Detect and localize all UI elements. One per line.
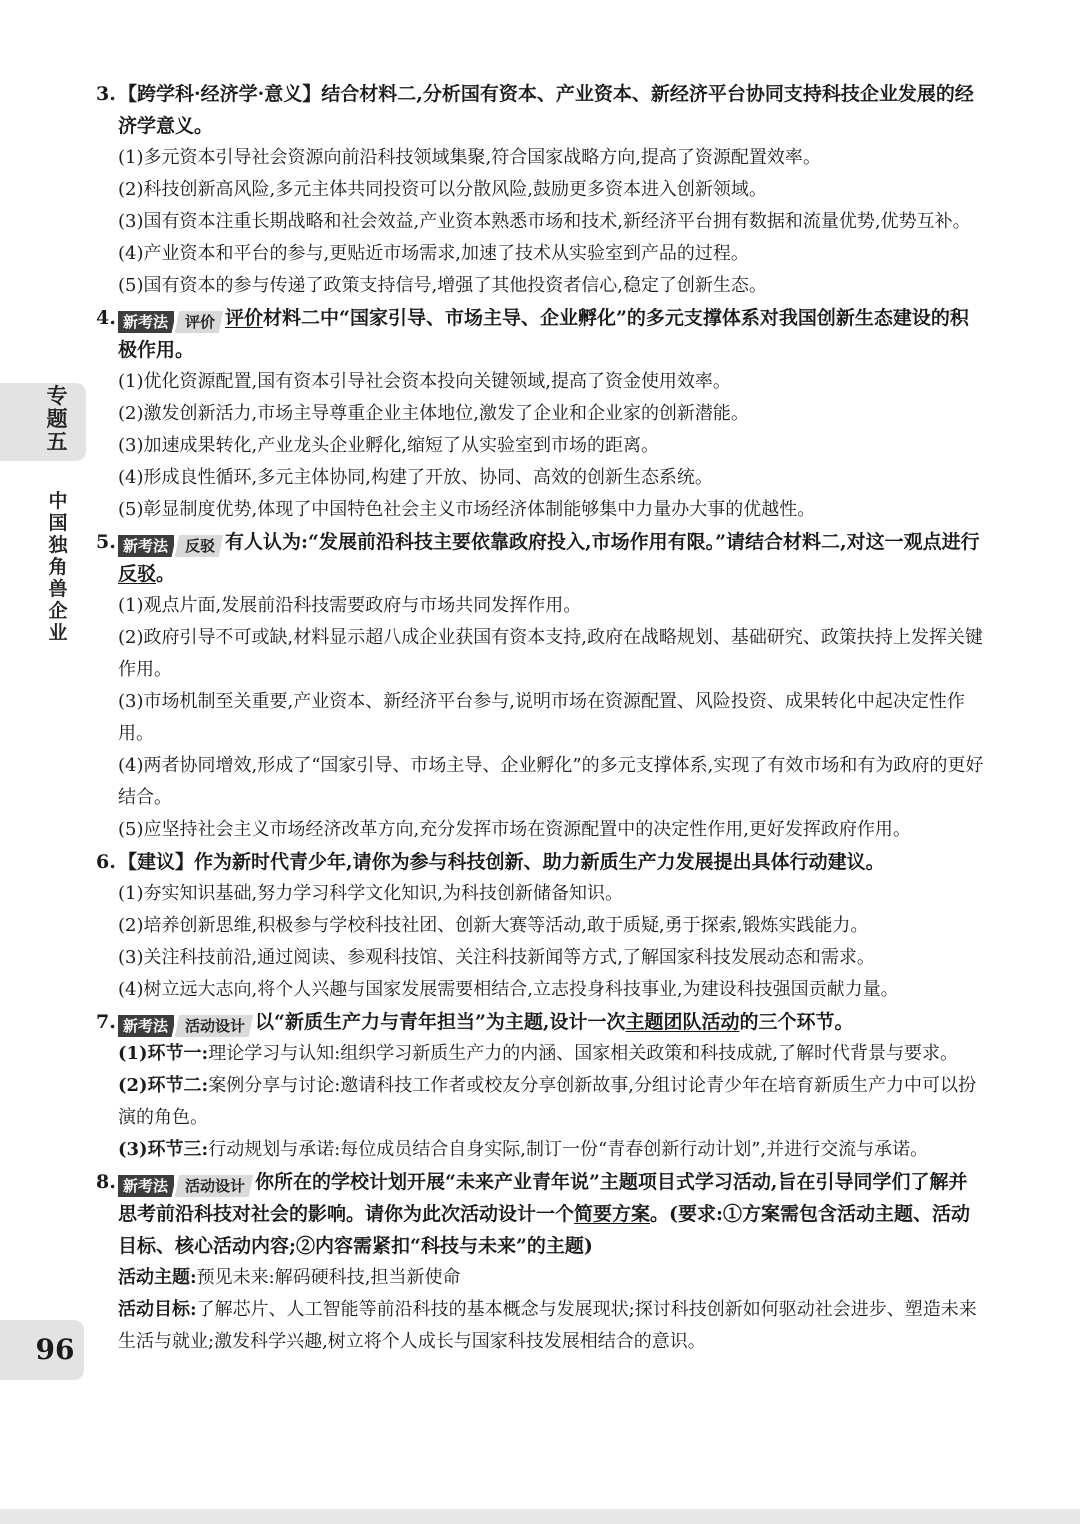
- page-bottom-strip: [0, 1509, 1080, 1524]
- question-prompt: 有人认为:“发展前沿科技主要依靠政府投入,市场作用有限。”请结合材料二,对这一观点进行: [225, 531, 980, 553]
- answer-item: [96, 1038, 986, 1070]
- page-number: 96: [35, 1333, 75, 1366]
- question-prompt-end: 。(要求:①方案需包含活动主题、活动目标、核心活动内容;②内容需紧扣“科技与未来”的主题): [118, 1203, 971, 1257]
- answer-item: [96, 1294, 986, 1358]
- answer-item: (2)科技创新高风险,多元主体共同投资可以分散风险,鼓励更多资本进入创新领域。: [118, 179, 767, 200]
- answer-item: [96, 1070, 986, 1134]
- question-number: 3.: [96, 83, 116, 105]
- answer-item: (2)激发创新活力,市场主导尊重企业主体地位,激发了企业和企业家的创新潜能。: [118, 403, 749, 424]
- answer-text: 预见未来:解码硬科技,担当新使命: [196, 1267, 461, 1288]
- answer-item: (2)政府引导不可或缺,材料显示超八成企业获国有资本支持,政府在战略规划、基础研究、政策扶持上发挥关键作用。: [118, 627, 983, 680]
- answer-item: (2)培养创新思维,积极参与学校科技社团、创新大赛等活动,敢于质疑,勇于探索,锻炼实践能力。: [118, 915, 869, 936]
- answer-item: (3)市场机制至关重要,产业资本、新经济平台参与,说明市场在资源配置、风险投资、成果转化中起决定性作用。: [118, 691, 965, 744]
- tag-main: 新考法: [118, 1175, 174, 1197]
- answer-item: (1)优化资源配置,国有资本引导社会资本投向关键领域,提高了资金使用效率。: [118, 371, 731, 392]
- answer-item: (4)树立远大志向,将个人兴趣与国家发展需要相结合,立志投身科技事业,为建设科技强国贡献力量。: [118, 979, 899, 1000]
- underlined-keyword: 主题团队活动: [625, 1011, 740, 1033]
- answer-item: (1)夯实知识基础,努力学习科学文化知识,为科技创新储备知识。: [118, 883, 623, 904]
- new-exam-tag: [118, 535, 221, 557]
- question-8: [96, 1166, 986, 1262]
- answer-item: (4)产业资本和平台的参与,更贴近市场需求,加速了技术从实验室到产品的过程。: [118, 243, 749, 264]
- answer-text: 了解芯片、人工智能等前沿科技的基本概念与发展现状;探讨科技创新如何驱动社会进步、塑造未来生活与就业;激发科学兴趣,树立将个人成长与国家科技发展相结合的意识。: [118, 1299, 977, 1352]
- answer-label: 活动主题:: [118, 1267, 197, 1288]
- question-number: 8.: [96, 1171, 116, 1193]
- question-4: [96, 302, 986, 366]
- answer-item: (4)两者协同增效,形成了“国家引导、市场主导、企业孵化”的多元支撑体系,实现了有效市场和有为政府的更好结合。: [118, 755, 984, 808]
- underlined-keyword: 评价: [225, 307, 264, 329]
- tag-main: 新考法: [118, 1015, 174, 1037]
- chapter-label: 专题五: [46, 384, 68, 454]
- question-number: 4.: [96, 307, 116, 329]
- new-exam-tag: [118, 1015, 251, 1037]
- tag-type: 反驳: [172, 535, 224, 557]
- new-exam-tag: [118, 311, 221, 333]
- answer-item: (3)加速成果转化,产业龙头企业孵化,缩短了从实验室到市场的距离。: [118, 435, 659, 456]
- question-prompt: 材料二中“国家引导、市场主导、企业孵化”的多元支撑体系对我国创新生态建设的积极作用。: [118, 307, 969, 361]
- question-number: 6.: [96, 851, 116, 873]
- new-exam-tag: [118, 1175, 251, 1197]
- question-prompt: 【建议】作为新时代青少年,请你为参与科技创新、助力新质生产力发展提出具体行动建议。: [118, 851, 885, 873]
- tag-main: 新考法: [118, 311, 174, 333]
- question-5: [96, 526, 986, 590]
- answer-item: (5)应坚持社会主义市场经济改革方向,充分发挥市场在资源配置中的决定性作用,更好发挥政府作用。: [118, 819, 911, 840]
- question-prompt-end: 。: [156, 563, 176, 585]
- answer-label: (2)环节二:: [118, 1075, 209, 1096]
- underlined-keyword: 反驳: [118, 563, 157, 585]
- answer-item: (1)多元资本引导社会资源向前沿科技领域集聚,符合国家战略方向,提高了资源配置效率。: [118, 147, 821, 168]
- chapter-tab: [0, 383, 86, 461]
- question-prompt: 【跨学科·经济学·意义】结合材料二,分析国有资本、产业资本、新经济平台协同支持科技企业发展的经济学意义。: [118, 83, 974, 137]
- answer-item: (3)国有资本注重长期战略和社会效益,产业资本熟悉市场和技术,新经济平台拥有数据和流量优势,优势互补。: [118, 211, 971, 232]
- answer-item: (5)彰显制度优势,体现了中国特色社会主义市场经济体制能够集中力量办大事的优越性。: [118, 499, 816, 520]
- tag-type: 评价: [172, 311, 224, 333]
- answer-label: (1)环节一:: [118, 1043, 209, 1064]
- answer-item: (5)国有资本的参与传递了政策支持信号,增强了其他投资者信心,稳定了创新生态。: [118, 275, 767, 296]
- tag-main: 新考法: [118, 535, 174, 557]
- answer-item: (3)关注科技前沿,通过阅读、参观科技馆、关注科技新闻等方式,了解国家科技发展动态和需求。: [118, 947, 875, 968]
- underlined-keyword: 简要方案: [574, 1203, 651, 1225]
- answer-text: 案例分享与讨论:邀请科技工作者或校友分享创新故事,分组讨论青少年在培育新质生产力中可以扮演的角色。: [118, 1075, 976, 1128]
- answer-item: [96, 1262, 986, 1294]
- answer-text: 行动规划与承诺:每位成员结合自身实际,制订一份“青春创新行动计划”,并进行交流与承诺。: [208, 1139, 929, 1160]
- answer-item: (4)形成良性循环,多元主体协同,构建了开放、协同、高效的创新生态系统。: [118, 467, 713, 488]
- answer-label: (3)环节三:: [118, 1139, 209, 1160]
- question-number: 5.: [96, 531, 116, 553]
- question-prompt: 你所在的学校计划开展“未来产业青年说”主题项目式学习活动,旨在引导同学们了解并思考前沿科技对社会的影响。请你为此次活动设计一个: [118, 1171, 968, 1225]
- question-6: [96, 846, 986, 878]
- tag-type: 活动设计: [172, 1175, 254, 1197]
- question-3: [96, 78, 986, 142]
- answer-text: 理论学习与认知:组织学习新质生产力的内涵、国家相关政策和科技成就,了解时代背景与要求。: [208, 1043, 958, 1064]
- content-area: [96, 78, 986, 1358]
- answer-label: 活动目标:: [118, 1299, 197, 1320]
- question-number: 7.: [96, 1011, 116, 1033]
- question-7: [96, 1006, 986, 1038]
- question-prompt-end: 的三个环节。: [739, 1011, 854, 1033]
- answer-item: (1)观点片面,发展前沿科技需要政府与市场共同发挥作用。: [118, 595, 582, 616]
- answer-item: [96, 1134, 986, 1166]
- tag-type: 活动设计: [172, 1015, 254, 1037]
- chapter-subtitle: 中国独角兽企业: [48, 490, 68, 644]
- question-prompt: 以“新质生产力与青年担当”为主题,设计一次: [255, 1011, 626, 1033]
